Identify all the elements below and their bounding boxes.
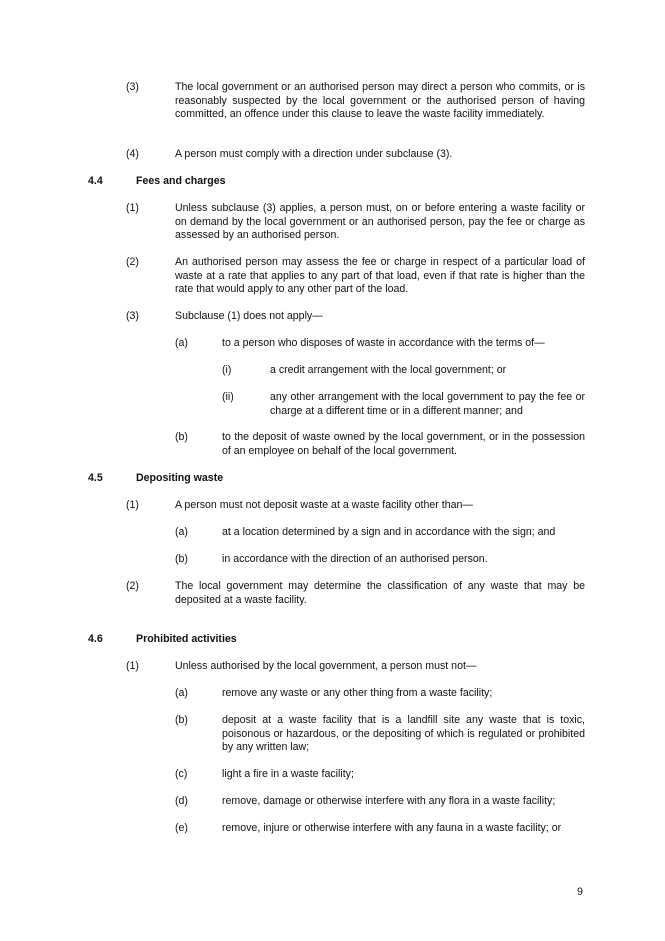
paragraph-number: (b): [175, 714, 188, 726]
paragraph-number: (d): [175, 795, 188, 807]
paragraph-number: (a): [175, 526, 188, 538]
paragraph-number: (a): [175, 687, 188, 699]
clause-text: Unless subclause (3) applies, a person must, on or before entering a waste facility or on demand by the local government or an authorised person, pay the fee or charge as assessed by an authorised person.: [175, 202, 585, 241]
clause-text: Unless authorised by the local government, a person must not—: [175, 660, 477, 672]
page-number: 9: [577, 886, 583, 898]
clause-number: (1): [126, 499, 139, 511]
paragraph-text: remove, injure or otherwise interfere with any fauna in a waste facility; or: [222, 822, 562, 834]
paragraph-text: at a location determined by a sign and in accordance with the sign; and: [222, 526, 556, 538]
section-number: 4.6: [88, 633, 103, 645]
section-number: 4.5: [88, 472, 103, 484]
paragraph-text: remove, damage or otherwise interfere with any flora in a waste facility;: [222, 795, 556, 807]
section-heading: Depositing waste: [136, 472, 224, 484]
clause-text: The local government may determine the classification of any waste that may be deposited at a waste facility.: [175, 580, 585, 606]
clause-number: (2): [126, 256, 139, 268]
clause-number: (3): [126, 81, 139, 93]
clause-text: An authorised person may assess the fee or charge in respect of a particular load of waste at a rate that applies to any part of that load, even if that rate is higher than the rate that would apply to any other part of the load.: [175, 256, 585, 295]
paragraph-text: to a person who disposes of waste in accordance with the terms of—: [222, 337, 545, 349]
clause-number: (4): [126, 148, 139, 160]
paragraph-text: to the deposit of waste owned by the local government, or in the possession of an employee on behalf of the local government.: [222, 431, 585, 457]
subparagraph-text: any other arrangement with the local government to pay the fee or charge at a different time or in a different manner; and: [270, 391, 585, 417]
paragraph-number: (e): [175, 822, 188, 834]
section-heading: Fees and charges: [136, 175, 226, 187]
subparagraph-text: a credit arrangement with the local government; or: [270, 364, 507, 376]
clause-text: Subclause (1) does not apply—: [175, 310, 323, 322]
clause-text: A person must not deposit waste at a waste facility other than—: [175, 499, 473, 511]
paragraph-number: (a): [175, 337, 188, 349]
subparagraph-number: (ii): [222, 391, 234, 403]
section-heading: Prohibited activities: [136, 633, 237, 645]
paragraph-text: deposit at a waste facility that is a landfill site any waste that is toxic, poisonous or hazardous, or the depositing of which is regulated or prohibited by any written law;: [222, 714, 585, 753]
clause-text: A person must comply with a direction under subclause (3).: [175, 148, 453, 160]
clause-number: (2): [126, 580, 139, 592]
paragraph-text: light a fire in a waste facility;: [222, 768, 354, 780]
clause-text: The local government or an authorised person may direct a person who commits, or is reasonably suspected by the local government or the authorised person of having committed, an offence under this clause to leave the waste facility immediately.: [175, 81, 585, 120]
subparagraph-number: (i): [222, 364, 232, 376]
clause-number: (1): [126, 660, 139, 672]
paragraph-number: (b): [175, 553, 188, 565]
section-number: 4.4: [88, 175, 103, 187]
paragraph-number: (b): [175, 431, 188, 443]
paragraph-number: (c): [175, 768, 188, 780]
clause-number: (1): [126, 202, 139, 214]
paragraph-text: remove any waste or any other thing from a waste facility;: [222, 687, 493, 699]
clause-number: (3): [126, 310, 139, 322]
paragraph-text: in accordance with the direction of an authorised person.: [222, 553, 488, 565]
